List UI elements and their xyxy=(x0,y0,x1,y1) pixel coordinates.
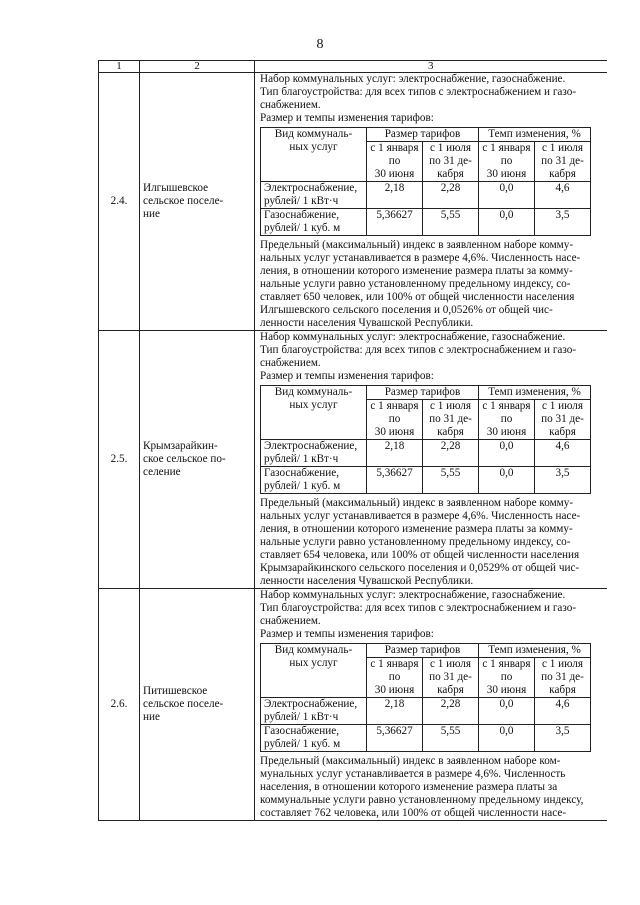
table-row xyxy=(99,331,607,589)
service-label-line: Электроснабжение, xyxy=(264,440,358,452)
settlement-name-line: ние xyxy=(143,208,160,220)
intro-line: Набор коммунальных услуг: электроснабжение, газоснабжение. xyxy=(260,73,566,85)
service-label-line: Газоснабжение, xyxy=(264,725,339,737)
intro-line: снабжением. xyxy=(260,99,321,111)
settlement-name xyxy=(140,589,255,821)
paragraph-line: ставляет 654 человека, или 100% от общей численности населения xyxy=(260,549,580,561)
period-header xyxy=(479,400,535,440)
service-label-line: Газоснабжение, xyxy=(264,209,339,221)
rate-value: 0,0 xyxy=(479,182,535,209)
kind-header-line: ных услуг xyxy=(289,657,338,669)
row-number: 2.5. xyxy=(99,331,140,589)
settlement-name-line: Питишевское xyxy=(143,685,208,697)
paragraph-line: Илгышевского сельского поселения и 0,0526% от общей чис- xyxy=(260,304,553,316)
period-header xyxy=(423,658,479,698)
period-line: с 1 января xyxy=(370,400,419,412)
intro-line: снабжением. xyxy=(260,615,321,627)
paragraph-line: населения, в отношении которого изменение размера платы за xyxy=(260,781,558,793)
tariff-value: 2,18 xyxy=(367,698,423,725)
settlement-name-line: селение xyxy=(143,466,181,478)
period-line: кабря xyxy=(437,684,464,696)
gas-row xyxy=(261,467,591,494)
rate-value: 0,0 xyxy=(479,209,535,236)
period-header xyxy=(535,142,591,182)
settlement-name-line: сельское поселе- xyxy=(143,698,224,710)
paragraph-line: коммунальные услуги равно установленному предельному индексу, xyxy=(260,794,584,806)
tariff-value: 2,18 xyxy=(367,440,423,467)
settlement-name-line: ское сельское по- xyxy=(143,453,226,465)
period-line: по 31 де- xyxy=(429,671,472,683)
intro-line: Размер и темпы изменения тарифов: xyxy=(260,112,434,124)
tariff-value: 5,36627 xyxy=(367,209,423,236)
service-label xyxy=(261,725,367,752)
settlement-name-line: ние xyxy=(143,711,160,723)
service-label-line: рублей/ 1 кВт·ч xyxy=(264,453,339,465)
period-line: 30 июня xyxy=(486,168,527,180)
service-label-line: рублей/ 1 куб. м xyxy=(264,738,341,750)
size-header: Размер тарифов xyxy=(367,644,479,658)
kind-header-line: Вид коммуналь- xyxy=(274,128,353,140)
kind-header xyxy=(261,386,367,440)
period-header xyxy=(423,142,479,182)
kind-header-line: Вид коммуналь- xyxy=(274,644,353,656)
service-label-line: рублей/ 1 кВт·ч xyxy=(264,195,339,207)
row-number: 2.6. xyxy=(99,589,140,821)
period-line: кабря xyxy=(549,168,576,180)
period-line: по xyxy=(388,671,401,683)
service-label-line: рублей/ 1 куб. м xyxy=(264,222,341,234)
period-line: по xyxy=(500,413,513,425)
intro-line: Набор коммунальных услуг: электроснабжение, газоснабжение. xyxy=(260,589,566,601)
period-line: по 31 де- xyxy=(541,413,584,425)
gas-row xyxy=(261,725,591,752)
service-label-line: Газоснабжение, xyxy=(264,467,339,479)
period-line: по 31 де- xyxy=(429,155,472,167)
tariff-value: 2,18 xyxy=(367,182,423,209)
service-label-line: Электроснабжение, xyxy=(264,698,358,710)
size-header: Размер тарифов xyxy=(367,386,479,400)
service-label xyxy=(261,440,367,467)
service-label-line: рублей/ 1 куб. м xyxy=(264,480,341,492)
paragraph-line: ленности населения Чувашской Республики. xyxy=(260,317,474,329)
settlement-name-line: сельское поселе- xyxy=(143,195,224,207)
paragraph-line: ставляет 650 человек, или 100% от общей численности населения xyxy=(260,291,575,303)
period-header xyxy=(535,658,591,698)
tariff-value: 5,55 xyxy=(423,209,479,236)
period-line: 30 июня xyxy=(374,426,415,438)
intro-line: Тип благоустройства: для всех типов с электроснабжением и газо- xyxy=(260,344,577,356)
table-row xyxy=(99,589,607,821)
electricity-row xyxy=(261,698,591,725)
period-line: с 1 июля xyxy=(542,142,583,154)
kind-header-line: ных услуг xyxy=(289,399,338,411)
tariff-document-table xyxy=(98,60,607,821)
period-header xyxy=(479,658,535,698)
intro-line: Размер и темпы изменения тарифов: xyxy=(260,628,434,640)
tariff-description xyxy=(255,589,607,821)
service-label xyxy=(261,467,367,494)
rate-value: 0,0 xyxy=(479,698,535,725)
tariff-value: 2,28 xyxy=(423,440,479,467)
paragraph-line: составляет 762 человека, или 100% от общей численности насе- xyxy=(260,807,567,819)
period-line: по 31 де- xyxy=(541,671,584,683)
period-line: кабря xyxy=(437,168,464,180)
service-label-line: рублей/ 1 кВт·ч xyxy=(264,711,339,723)
intro-line: Тип благоустройства: для всех типов с электроснабжением и газо- xyxy=(260,86,577,98)
tariff-value: 2,28 xyxy=(423,182,479,209)
period-line: с 1 июля xyxy=(542,400,583,412)
kind-header-line: Вид коммуналь- xyxy=(274,386,353,398)
period-header xyxy=(367,400,423,440)
tariff-subtable xyxy=(260,385,591,494)
intro-line: снабжением. xyxy=(260,357,321,369)
rate-value: 0,0 xyxy=(479,467,535,494)
kind-header-line: ных услуг xyxy=(289,141,338,153)
rate-value: 4,6 xyxy=(535,440,591,467)
header-row xyxy=(99,61,607,73)
tariff-subtable xyxy=(260,643,591,752)
rate-value: 4,6 xyxy=(535,182,591,209)
paragraph-line: нальных услуг устанавливается в размере 4,6%. Численность насе- xyxy=(260,252,581,264)
paragraph-line: ленности населения Чувашской Республики. xyxy=(260,575,474,587)
header-col-1: 1 xyxy=(99,61,140,73)
period-line: кабря xyxy=(549,426,576,438)
paragraph-line: Предельный (максимальный) индекс в заявленном наборе комму- xyxy=(260,497,574,509)
period-line: с 1 января xyxy=(370,658,419,670)
rate-value: 3,5 xyxy=(535,725,591,752)
tariff-value: 5,55 xyxy=(423,725,479,752)
period-line: 30 июня xyxy=(486,426,527,438)
period-line: с 1 июля xyxy=(542,658,583,670)
settlement-name xyxy=(140,73,255,331)
settlement-name-line: Илгышевское xyxy=(143,182,209,194)
electricity-row xyxy=(261,440,591,467)
paragraph-line: нальные услуги равно установленному предельному индексу, со- xyxy=(260,278,571,290)
period-line: по xyxy=(500,671,513,683)
table-row xyxy=(99,73,607,331)
rate-value: 0,0 xyxy=(479,440,535,467)
rate-header: Темп изменения, % xyxy=(479,644,591,658)
tariff-description xyxy=(255,73,607,331)
header-col-3: 3 xyxy=(255,61,607,73)
paragraph-line: Предельный (максимальный) индекс в заявленном наборе ком- xyxy=(260,755,561,767)
period-line: 30 июня xyxy=(374,684,415,696)
size-header: Размер тарифов xyxy=(367,128,479,142)
period-line: по 31 де- xyxy=(429,413,472,425)
service-label xyxy=(261,698,367,725)
tariff-value: 5,36627 xyxy=(367,725,423,752)
period-line: 30 июня xyxy=(374,168,415,180)
row-number: 2.4. xyxy=(99,73,140,331)
page-number: 8 xyxy=(316,37,324,52)
electricity-row xyxy=(261,182,591,209)
period-line: с 1 января xyxy=(482,400,531,412)
period-line: с 1 января xyxy=(482,658,531,670)
intro-line: Набор коммунальных услуг: электроснабжение, газоснабжение. xyxy=(260,331,566,343)
period-line: с 1 июля xyxy=(430,142,471,154)
paragraph-line: нальные услуги равно установленному предельному индексу, со- xyxy=(260,536,571,548)
period-header xyxy=(535,400,591,440)
period-line: по 31 де- xyxy=(541,155,584,167)
period-header xyxy=(423,400,479,440)
rate-value: 4,6 xyxy=(535,698,591,725)
paragraph-line: ления, в отношении которого изменение размера платы за комму- xyxy=(260,523,573,535)
tariff-subtable xyxy=(260,127,591,236)
paragraph-line: мунальных услуг устанавливается в размере 4,6%. Численность xyxy=(260,768,566,780)
rate-value: 3,5 xyxy=(535,467,591,494)
rate-value: 3,5 xyxy=(535,209,591,236)
period-line: кабря xyxy=(437,426,464,438)
service-label xyxy=(261,182,367,209)
tariff-value: 5,36627 xyxy=(367,467,423,494)
paragraph-line: нальных услуг устанавливается в размере 4,6%. Численность насе- xyxy=(260,510,581,522)
period-line: с 1 июля xyxy=(430,658,471,670)
period-line: 30 июня xyxy=(486,684,527,696)
intro-line: Размер и темпы изменения тарифов: xyxy=(260,370,434,382)
period-line: по xyxy=(500,155,513,167)
rate-header: Темп изменения, % xyxy=(479,386,591,400)
paragraph-line: ления, в отношении которого изменение размера платы за комму- xyxy=(260,265,573,277)
period-line: по xyxy=(388,413,401,425)
period-header xyxy=(479,142,535,182)
period-line: с 1 января xyxy=(482,142,531,154)
period-line: с 1 июля xyxy=(430,400,471,412)
settlement-name xyxy=(140,331,255,589)
service-label-line: Электроснабжение, xyxy=(264,182,358,194)
period-header xyxy=(367,658,423,698)
paragraph-line: Крымзарайкинского сельского поселения и 0,0529% от общей чис- xyxy=(260,562,580,574)
period-header xyxy=(367,142,423,182)
rate-header: Темп изменения, % xyxy=(479,128,591,142)
gas-row xyxy=(261,209,591,236)
kind-header xyxy=(261,644,367,698)
paragraph-line: Предельный (максимальный) индекс в заявленном наборе комму- xyxy=(260,239,574,251)
kind-header xyxy=(261,128,367,182)
tariff-description xyxy=(255,331,607,589)
tariff-value: 2,28 xyxy=(423,698,479,725)
service-label xyxy=(261,209,367,236)
settlement-name-line: Крымзарайкин- xyxy=(143,440,218,452)
header-col-2: 2 xyxy=(140,61,255,73)
period-line: по xyxy=(388,155,401,167)
tariff-value: 5,55 xyxy=(423,467,479,494)
period-line: кабря xyxy=(549,684,576,696)
intro-line: Тип благоустройства: для всех типов с электроснабжением и газо- xyxy=(260,602,577,614)
rate-value: 0,0 xyxy=(479,725,535,752)
period-line: с 1 января xyxy=(370,142,419,154)
